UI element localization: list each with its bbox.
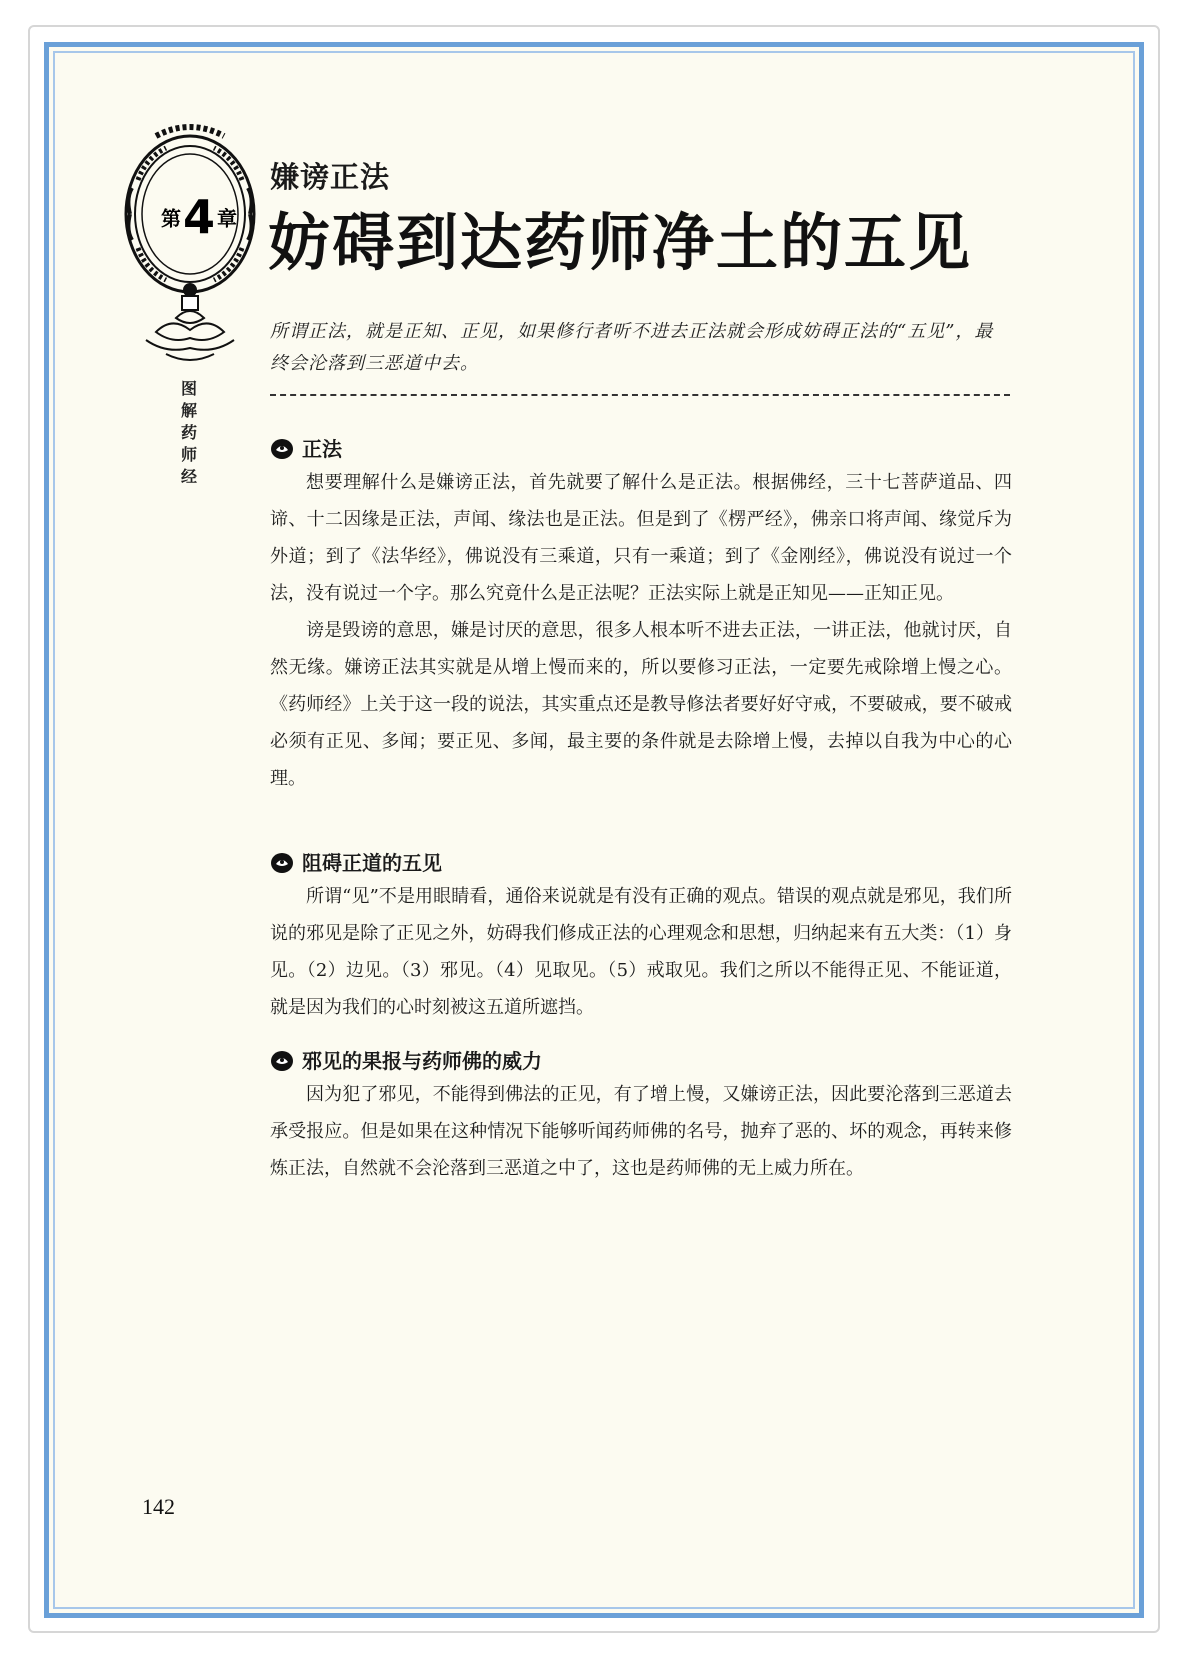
section-heading-text: 阻碍正道的五见 <box>302 851 442 875</box>
chapter-suffix: 章 <box>217 206 237 231</box>
side-label-char: 图 <box>180 379 197 398</box>
chapter-prefix: 第 <box>160 206 181 231</box>
section-heading-text: 正法 <box>302 437 342 461</box>
section-heading-text: 邪见的果报与药师佛的威力 <box>302 1049 542 1073</box>
lotus-bullet-icon <box>270 1050 294 1072</box>
section-zhengfa <box>270 434 1012 797</box>
chapter-number-badge <box>143 190 255 250</box>
chapter-title: 妨碍到达药师净土的五见 <box>268 206 973 279</box>
paragraph: 想要理解什么是嫌谤正法，首先就要了解什么是正法。根据佛经，三十七菩萨道品、四谛、十二因缘是正法，声闻、缘法也是正法。但是到了《楞严经》，佛亲口将声闻、缘觉斥为外道；到了《法华经》，佛说没有三乘道，只有一乘道；到了《金刚经》，佛说没有说过一个法，没有说过一个字。那么究竟什么是正法呢？正法实际上就是正知见——正知正见。 <box>270 472 1012 604</box>
section-heading <box>270 1046 1012 1076</box>
lotus-bullet-icon <box>270 852 294 874</box>
chapter-kicker: 嫌谤正法 <box>270 160 391 194</box>
paragraph: 谤是毁谤的意思，嫌是讨厌的意思，很多人根本听不进去正法，一讲正法，他就讨厌，自然无缘。嫌谤正法其实就是从增上慢而来的，所以要修习正法，一定要先戒除增上慢之心。《药师经》上关于这一段的说法，其实重点还是教导修法者要好好守戒，不要破戒，要不破戒必须有正见、多闻；要正见、多闻，最主要的条件就是去除增上慢，去掉以自我为中心的心理。 <box>270 620 1012 789</box>
lotus-bullet-icon <box>270 438 294 460</box>
side-label-char: 师 <box>180 445 197 464</box>
side-label-char: 经 <box>180 467 197 486</box>
chapter-intro: 所谓正法，就是正知、正见，如果修行者听不进去正法就会形成妨碍正法的“五见”，最终会沦落到三恶道中去。 <box>270 321 994 374</box>
paragraph: 所谓“见”不是用眼睛看，通俗来说就是有没有正确的观点。错误的观点就是邪见，我们所说的邪见是除了正见之外，妨碍我们修成正法的心理观念和思想，归纳起来有五大类：（1）身见。（2）边见。（3）邪见。（4）见取见。（5）戒取见。我们之所以不能得正见、不能证道，就是因为我们的心时刻被这五道所遮挡。 <box>270 886 1012 1018</box>
paragraph: 因为犯了邪见，不能得到佛法的正见，有了增上慢，又嫌谤正法，因此要沦落到三恶道去承受报应。但是如果在这种情况下能够听闻药师佛的名号，抛弃了恶的、坏的观念，再转来修炼正法，自然就不会沦落到三恶道之中了，这也是药师佛的无上威力所在。 <box>270 1084 1012 1179</box>
section-karma-and-power <box>270 1046 1012 1187</box>
section-heading <box>270 848 1012 878</box>
side-label-char: 药 <box>180 423 197 442</box>
section-five-views <box>270 848 1012 1026</box>
page-number: 142 <box>142 1494 175 1519</box>
section-heading <box>270 434 1012 464</box>
side-label-char: 解 <box>180 401 197 420</box>
book-side-label <box>178 378 200 488</box>
intro-divider <box>270 394 1010 396</box>
chapter-number: 4 <box>182 190 215 244</box>
